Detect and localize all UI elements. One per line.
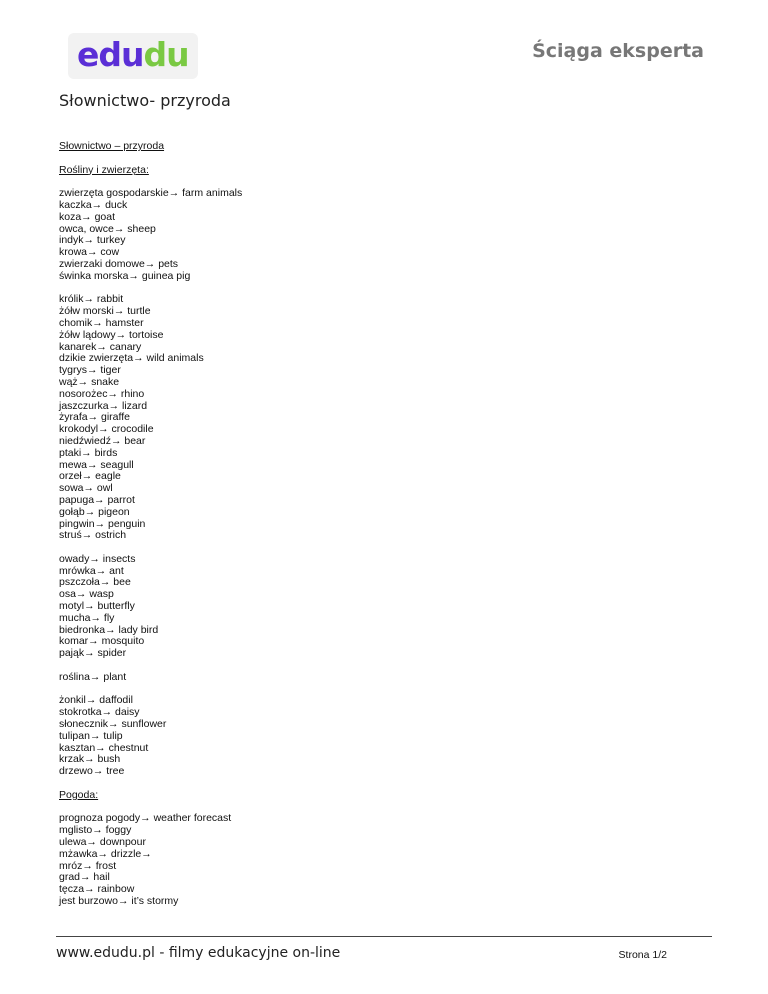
edudu-logo: [68, 33, 198, 79]
vocab-entry: ulewa→ downpour: [59, 836, 146, 849]
vocab-entry: zwierzęta gospodarskie→ farm animals: [59, 187, 243, 200]
vocab-entry: żółw lądowy→ tortoise: [59, 328, 164, 341]
vocab-entry: tulipan→ tulip: [59, 729, 123, 742]
vocab-entry: świnka morska→ guinea pig: [59, 269, 191, 282]
vocab-group-plants: [59, 695, 242, 778]
vocab-entry: prognoza pogody→ weather forecast: [59, 812, 232, 825]
vocab-entry: struś→ ostrich: [59, 529, 127, 542]
vocab-group-plant: [59, 672, 242, 684]
vocab-entry: krzak→ bush: [59, 753, 121, 766]
vocab-entry: owca, owce→ sheep: [59, 222, 156, 235]
vocab-entry: chomik→ hamster: [59, 316, 144, 329]
vocab-entry: motyl→ butterfly: [59, 600, 135, 613]
footer-divider: [56, 936, 712, 937]
vocab-entry: sowa→ owl: [59, 482, 113, 495]
vocab-entry: dzikie zwierzęta→ wild animals: [59, 352, 204, 365]
vocab-entry: żółw morski→ turtle: [59, 305, 151, 318]
vocab-entry: jaszczurka→ lizard: [59, 399, 148, 412]
vocab-entry: ptaki→ birds: [59, 446, 118, 459]
footer-site-link[interactable]: www.edudu.pl - filmy edukacyjne on-line: [56, 945, 341, 961]
vocab-entry: grad→ hail: [59, 871, 110, 884]
vocab-entry: pszczoła→ bee: [59, 576, 131, 589]
document-title: Słownictwo- przyroda: [59, 91, 231, 110]
tagline: Ściąga eksperta: [532, 40, 704, 62]
logo-text: edudu: [77, 35, 189, 74]
vocab-entry: kanarek→ canary: [59, 340, 142, 353]
vocab-entry: orzeł→ eagle: [59, 470, 121, 483]
vocab-entry: wąż→ snake: [59, 375, 120, 388]
section-heading-plants-animals: Rośliny i zwierzęta:: [59, 163, 149, 176]
vocab-entry: roślina→ plant: [59, 670, 127, 683]
vocab-entry: mucha→ fly: [59, 611, 115, 624]
vocab-entry: żonkil→ daffodil: [59, 694, 133, 707]
vocab-group-weather: [59, 813, 242, 907]
vocab-group-farm-animals: [59, 188, 242, 282]
vocab-entry: gołąb→ pigeon: [59, 505, 130, 518]
vocab-entry: kasztan→ chestnut: [59, 741, 149, 754]
vocab-entry: komar→ mosquito: [59, 635, 145, 648]
vocab-group-insects: [59, 554, 242, 660]
vocab-entry: papuga→ parrot: [59, 493, 135, 506]
vocab-entry: słonecznik→ sunflower: [59, 718, 167, 731]
vocab-entry: koza→ goat: [59, 210, 116, 223]
vocab-entry: stokrotka→ daisy: [59, 706, 140, 719]
vocab-entry: królik→ rabbit: [59, 293, 124, 306]
vocab-entry: żyrafa→ giraffe: [59, 411, 131, 424]
content-heading: Słownictwo – przyroda: [59, 140, 165, 152]
vocab-group-animals: [59, 294, 242, 542]
vocab-entry: biedronka→ lady bird: [59, 623, 159, 636]
vocab-entry: zwierzaki domowe→ pets: [59, 257, 179, 270]
vocabulary-content: [59, 141, 242, 908]
vocab-entry: indyk→ turkey: [59, 234, 126, 247]
page-number: Strona 1/2: [618, 949, 667, 961]
vocab-entry: pająk→ spider: [59, 647, 127, 660]
vocab-entry: drzewo→ tree: [59, 765, 125, 778]
vocab-entry: niedźwiedź→ bear: [59, 434, 146, 447]
section-heading-weather: Pogoda:: [59, 788, 99, 801]
vocab-entry: krowa→ cow: [59, 246, 120, 259]
vocab-entry: tęcza→ rainbow: [59, 883, 135, 896]
vocab-entry: osa→ wasp: [59, 588, 114, 601]
vocab-entry: mżawka→ drizzle→: [59, 847, 152, 860]
vocab-entry: pingwin→ penguin: [59, 517, 146, 530]
vocab-entry: mglisto→ foggy: [59, 824, 132, 837]
vocab-entry: jest burzowo→ it’s stormy: [59, 895, 179, 907]
vocab-entry: kaczka→ duck: [59, 198, 128, 211]
vocab-entry: mewa→ seagull: [59, 458, 134, 471]
vocab-entry: owady→ insects: [59, 552, 136, 565]
vocab-entry: krokodyl→ crocodile: [59, 423, 154, 436]
vocab-entry: tygrys→ tiger: [59, 364, 121, 377]
vocab-entry: nosorożec→ rhino: [59, 387, 145, 400]
vocab-entry: mróz→ frost: [59, 859, 117, 872]
vocab-entry: mrówka→ ant: [59, 564, 124, 577]
